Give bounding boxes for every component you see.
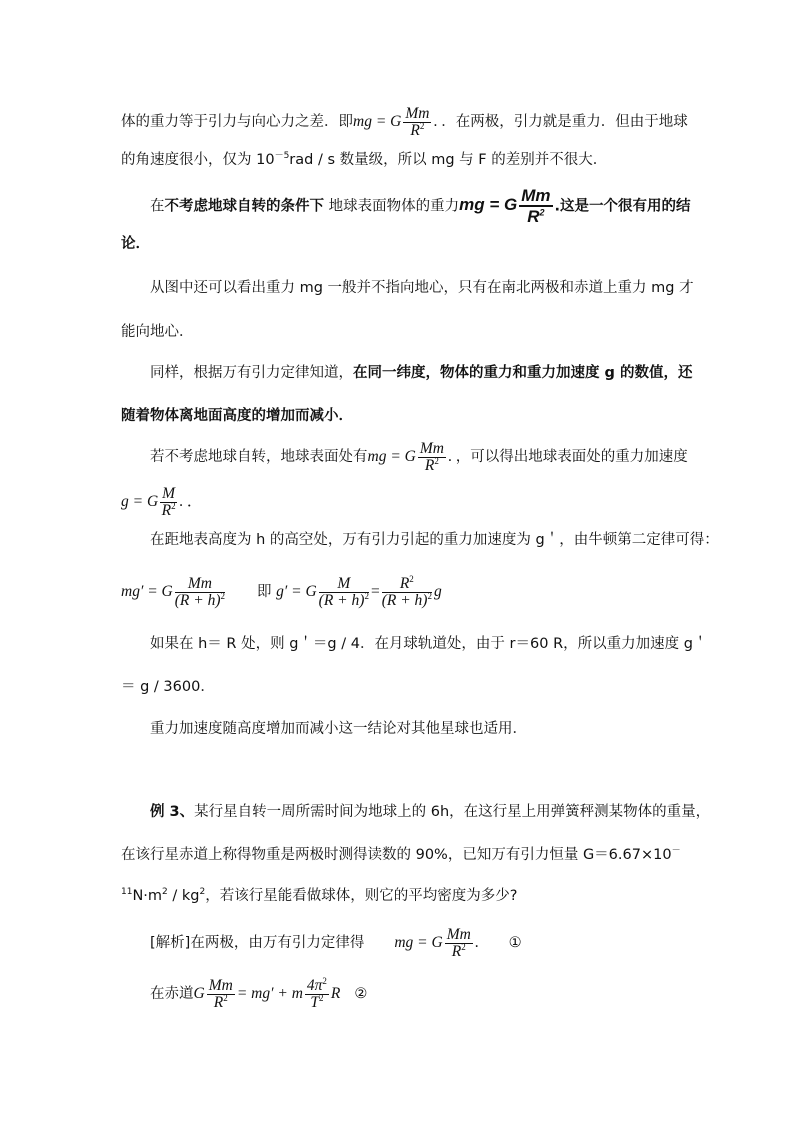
- paragraph-altitude: 在距地表高度为 h 的高空处，万有引力引起的重力加速度为 g＇，由牛顿第二定律可得：: [150, 532, 719, 548]
- paragraph-latitude-cont: 随着物体离地面高度的增加而减小．: [121, 408, 353, 424]
- formula-altitude-g: mg′ = G $\frac{Mm}{(R + h)^2}$ 即 g′ = G $\frac{M}{(R + h)^2}$ = $\frac{R^2}{(R + h)^2}$ g: [121, 573, 442, 609]
- paragraph-direction: 从图中还可以看出重力 mg 一般并不指向地心，只有在南北两极和赤道上重力 mg 才: [150, 280, 694, 296]
- example-label: 例 3、: [150, 804, 195, 820]
- example-3-line2: 在该行星赤道上称得物重是两极时测得读数的 90%，已知万有引力恒量 G＝6.67×10－: [121, 846, 681, 863]
- paragraph-no-rotation-cont: 论．: [121, 236, 150, 252]
- paragraph-surface-g: 若不考虑地球自转，地球表面处有mg = G $\frac{Mm}{R^2}$ . ，可以得出地球表面处的重力加速度: [150, 440, 688, 474]
- text: ．在两极，引力就是重力．但由于地球: [441, 114, 688, 131]
- example-3: 例 3、某行星自转一周所需时间为地球上的 6h，在这行星上用弹簧秤测某物体的重量，: [150, 804, 711, 820]
- paragraph-no-rotation: 在不考虑地球自转的条件下 地球表面物体的重力mg = G $\frac{Mm}{R^2}$ .这是一个很有用的结: [150, 186, 691, 226]
- formula-mg-bold: mg = G $\frac{Mm}{R^2}$: [459, 186, 551, 226]
- paragraph-moon-orbit: 如果在 h＝ R 处，则 g＇＝g / 4．在月球轨道处，由于 r＝60 R，所以重力加速度 g＇: [150, 636, 708, 652]
- text: 体的重力等于引力与向心力之差．即: [121, 114, 353, 131]
- paragraph-latitude: 同样，根据万有引力定律知道，在同一纬度，物体的重力和重力加速度 g 的数值，还: [150, 365, 693, 381]
- solution-line-2: 在赤道G $\frac{Mm}{R^2}$ = mg′ + m $\frac{4\pi^2}{T^2}$ R ②: [150, 975, 368, 1011]
- paragraph-moon-orbit-cont: ＝ g / 3600．: [121, 679, 215, 695]
- formula-equator: G $\frac{Mm}{R^2}$ = mg′ + m $\frac{4\pi^2}{T^2}$ R: [193, 975, 341, 1011]
- formula-mg: mg = G $\frac{Mm}{R^2}$ .: [394, 926, 479, 960]
- solution-line-1: [解析]在两极，由万有引力定律得 mg = G $\frac{Mm}{R^2}$ . ①: [150, 926, 522, 960]
- formula-mg: mg = G $\frac{Mm}{R^2}$ .: [353, 105, 442, 139]
- formula-g-surface: g = G $\frac{M}{R^2}$ . ．: [121, 485, 203, 519]
- paragraph-conclusion: 重力加速度随高度增加而减小这一结论对其他星球也适用．: [150, 721, 527, 737]
- equation-marker-2: ②: [354, 986, 368, 1003]
- paragraph-gravity-difference: [121, 106, 688, 139]
- paragraph-angular-velocity: 的角速度很小，仅为 $10^{-5}rad$ / s 数量级，所以 mg 与 F 的差别并不很大．: [121, 151, 608, 168]
- paragraph-direction-cont: 能向地心．: [121, 324, 194, 340]
- formula-mg: mg = G $\frac{Mm}{R^2}$ .: [367, 440, 456, 474]
- equation-marker-1: ①: [508, 935, 522, 952]
- example-3-line3: $^{11}N\cdot m^2 / kg^2$，若该行星能看做球体，则它的平均密度为多少?: [121, 887, 518, 904]
